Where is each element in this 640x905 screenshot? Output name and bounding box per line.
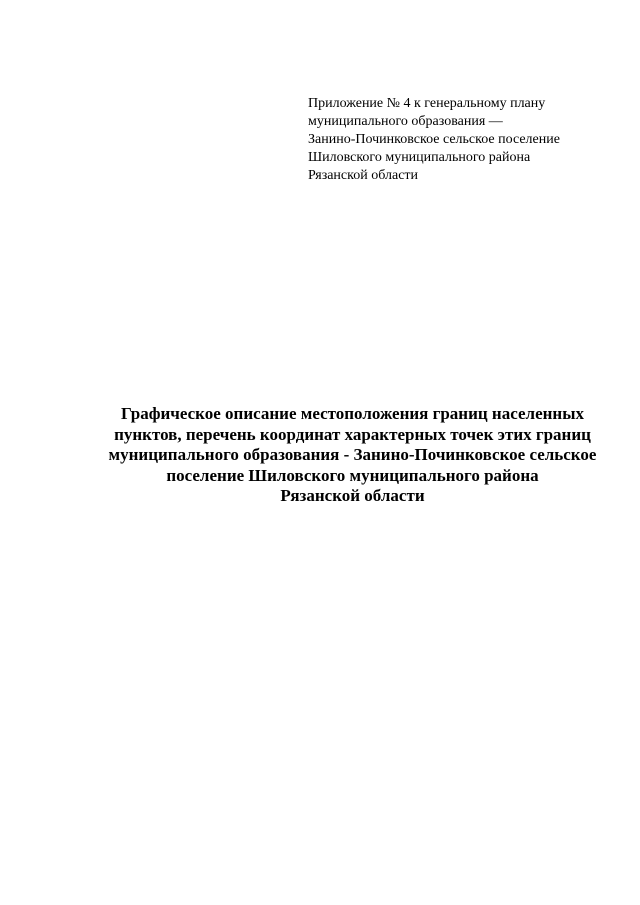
appendix-note-line: Шиловского муниципального района [308,150,531,165]
document-title-line: Графическое описание местоположения границ населенных [121,404,584,423]
appendix-note-line: муниципального образования — [308,114,503,129]
appendix-note [308,95,618,185]
document-title-line: поселение Шиловского муниципального района [166,465,539,485]
document-title [60,404,640,507]
document-title-line: Рязанской области [280,486,425,505]
appendix-note-line: Приложение № 4 к генеральному плану [308,96,546,111]
appendix-note-line: Занино-Починковское сельское поселение [308,132,560,147]
document-title-line: пунктов, перечень координат характерных точек этих границ [114,424,591,444]
appendix-note-line: Рязанской области [308,168,419,183]
document-title-line: муниципального образования - Занино-Починковское сельское [108,445,597,464]
